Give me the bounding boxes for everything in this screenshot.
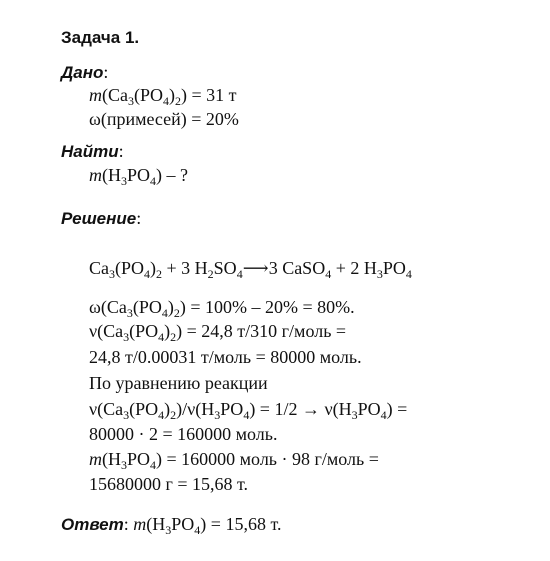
answer-heading: Ответ <box>61 515 124 534</box>
subscript: 3 <box>165 523 172 537</box>
subscript: 3 <box>128 94 134 108</box>
text-run: PO <box>382 258 406 278</box>
subscript: 4 <box>150 458 157 472</box>
subscript: 2 <box>156 267 163 281</box>
text-run: ) <box>164 399 171 419</box>
subscript: 4 <box>405 267 412 281</box>
subscript: 4 <box>144 267 151 281</box>
answer-line: Ответ: $m(H_3PO_4) = 15,68$ т. <box>61 514 282 537</box>
subscript: 4 <box>380 408 387 422</box>
text-run: )/ν(H <box>176 399 215 419</box>
text-run: PO <box>171 514 195 534</box>
text-run: ) = 31 т <box>181 85 237 105</box>
text-run: m <box>89 165 102 185</box>
text-run: SO <box>213 258 237 278</box>
find-heading-line: Найти: <box>61 141 124 161</box>
text-run: m <box>89 85 102 105</box>
subscript: 4 <box>236 267 243 281</box>
given-line-impurity <box>89 108 239 130</box>
text-run: PO <box>220 399 244 419</box>
solution-line <box>89 448 379 470</box>
text-run: ) = 24,8 т/310 г/моль = <box>176 321 347 341</box>
text-run: По уравнению реакции <box>89 373 268 393</box>
text-run: PO <box>357 399 381 419</box>
solution-line <box>89 473 248 495</box>
text-run: + 2 H <box>331 258 377 278</box>
subscript: 4 <box>194 523 201 537</box>
subscript: 3 <box>126 306 133 320</box>
text-run: 80000 · 2 = 160000 моль. <box>89 424 278 444</box>
subscript: 3 <box>121 174 127 188</box>
problem-title: Задача 1. <box>61 28 140 47</box>
text-run: 3 CaSO <box>268 258 326 278</box>
subscript: 3 <box>214 408 221 422</box>
text-run: (PO <box>132 297 162 317</box>
text-run: (H <box>102 165 121 185</box>
text-run: 24,8 т/0.00031 т/моль = 80000 моль. <box>89 347 362 367</box>
text-run: m <box>89 449 102 469</box>
text-run: ) <box>169 85 176 105</box>
subscript: 4 <box>163 94 170 108</box>
text-run: 15680000 г = 15,68 т. <box>89 474 249 494</box>
text-run: (PO <box>134 85 164 105</box>
reaction-arrow: ⟶ <box>242 258 269 278</box>
text-run: ) <box>164 321 171 341</box>
solution-line <box>89 346 362 368</box>
text-run: (PO <box>115 258 145 278</box>
subscript: 2 <box>173 306 180 320</box>
subscript: 4 <box>150 174 157 188</box>
subscript: 4 <box>158 408 165 422</box>
text-run: (Ca <box>102 85 128 105</box>
solution-line <box>89 398 407 420</box>
subscript: 3 <box>109 267 115 281</box>
text-run: PO <box>127 449 151 469</box>
text-run: ) = 160000 моль · 98 г/моль = <box>156 449 379 469</box>
text-run: ) = 100% – 20% = 80%. <box>179 297 355 317</box>
text-run: m <box>133 514 147 534</box>
text-run: (PO <box>129 321 159 341</box>
subscript: 3 <box>121 458 127 472</box>
reaction-equation <box>89 257 412 279</box>
subscript: 4 <box>325 267 332 281</box>
given-heading-line: Дано: <box>61 62 109 82</box>
subscript: 3 <box>351 408 358 422</box>
given-heading: Дано <box>61 63 104 82</box>
text-run: ω(примесей) = 20% <box>89 109 239 129</box>
text-run: (PO <box>129 399 159 419</box>
subscript: 2 <box>170 408 177 422</box>
subscript: 2 <box>170 330 177 344</box>
text-run: ν(Ca <box>89 321 124 341</box>
find-heading: Найти <box>61 142 119 161</box>
text-run: ) <box>150 258 157 278</box>
text-run: PO <box>127 165 151 185</box>
text-run: (H <box>102 449 121 469</box>
solution-heading: Решение <box>61 209 137 228</box>
text-run: ) – ? <box>156 165 188 185</box>
text-run: ω(Ca <box>89 297 127 317</box>
subscript: 4 <box>158 330 165 344</box>
subscript: 3 <box>376 267 383 281</box>
solution-line <box>89 320 346 342</box>
solution-heading-line: Решение: <box>61 208 142 228</box>
answer-value <box>129 514 282 537</box>
solution-line <box>89 372 268 394</box>
text-run: ) <box>167 297 174 317</box>
subscript: 3 <box>123 408 130 422</box>
solution-line <box>89 423 278 445</box>
find-line <box>89 164 188 186</box>
text-run: Ca <box>89 258 109 278</box>
solution-line <box>89 296 355 318</box>
subscript: 2 <box>207 267 214 281</box>
subscript: 4 <box>161 306 168 320</box>
text-run: ) = 15,68 т. <box>200 514 282 534</box>
text-run: ) = 1/2 → ν(H <box>249 399 352 419</box>
text-run: + 3 H <box>162 258 208 278</box>
text-run: ν(Ca <box>89 399 124 419</box>
given-line-mass <box>89 84 237 106</box>
subscript: 4 <box>243 408 250 422</box>
text-run: (H <box>146 514 166 534</box>
subscript: 3 <box>123 330 130 344</box>
text-run: ) = <box>386 399 408 419</box>
subscript: 2 <box>175 94 182 108</box>
